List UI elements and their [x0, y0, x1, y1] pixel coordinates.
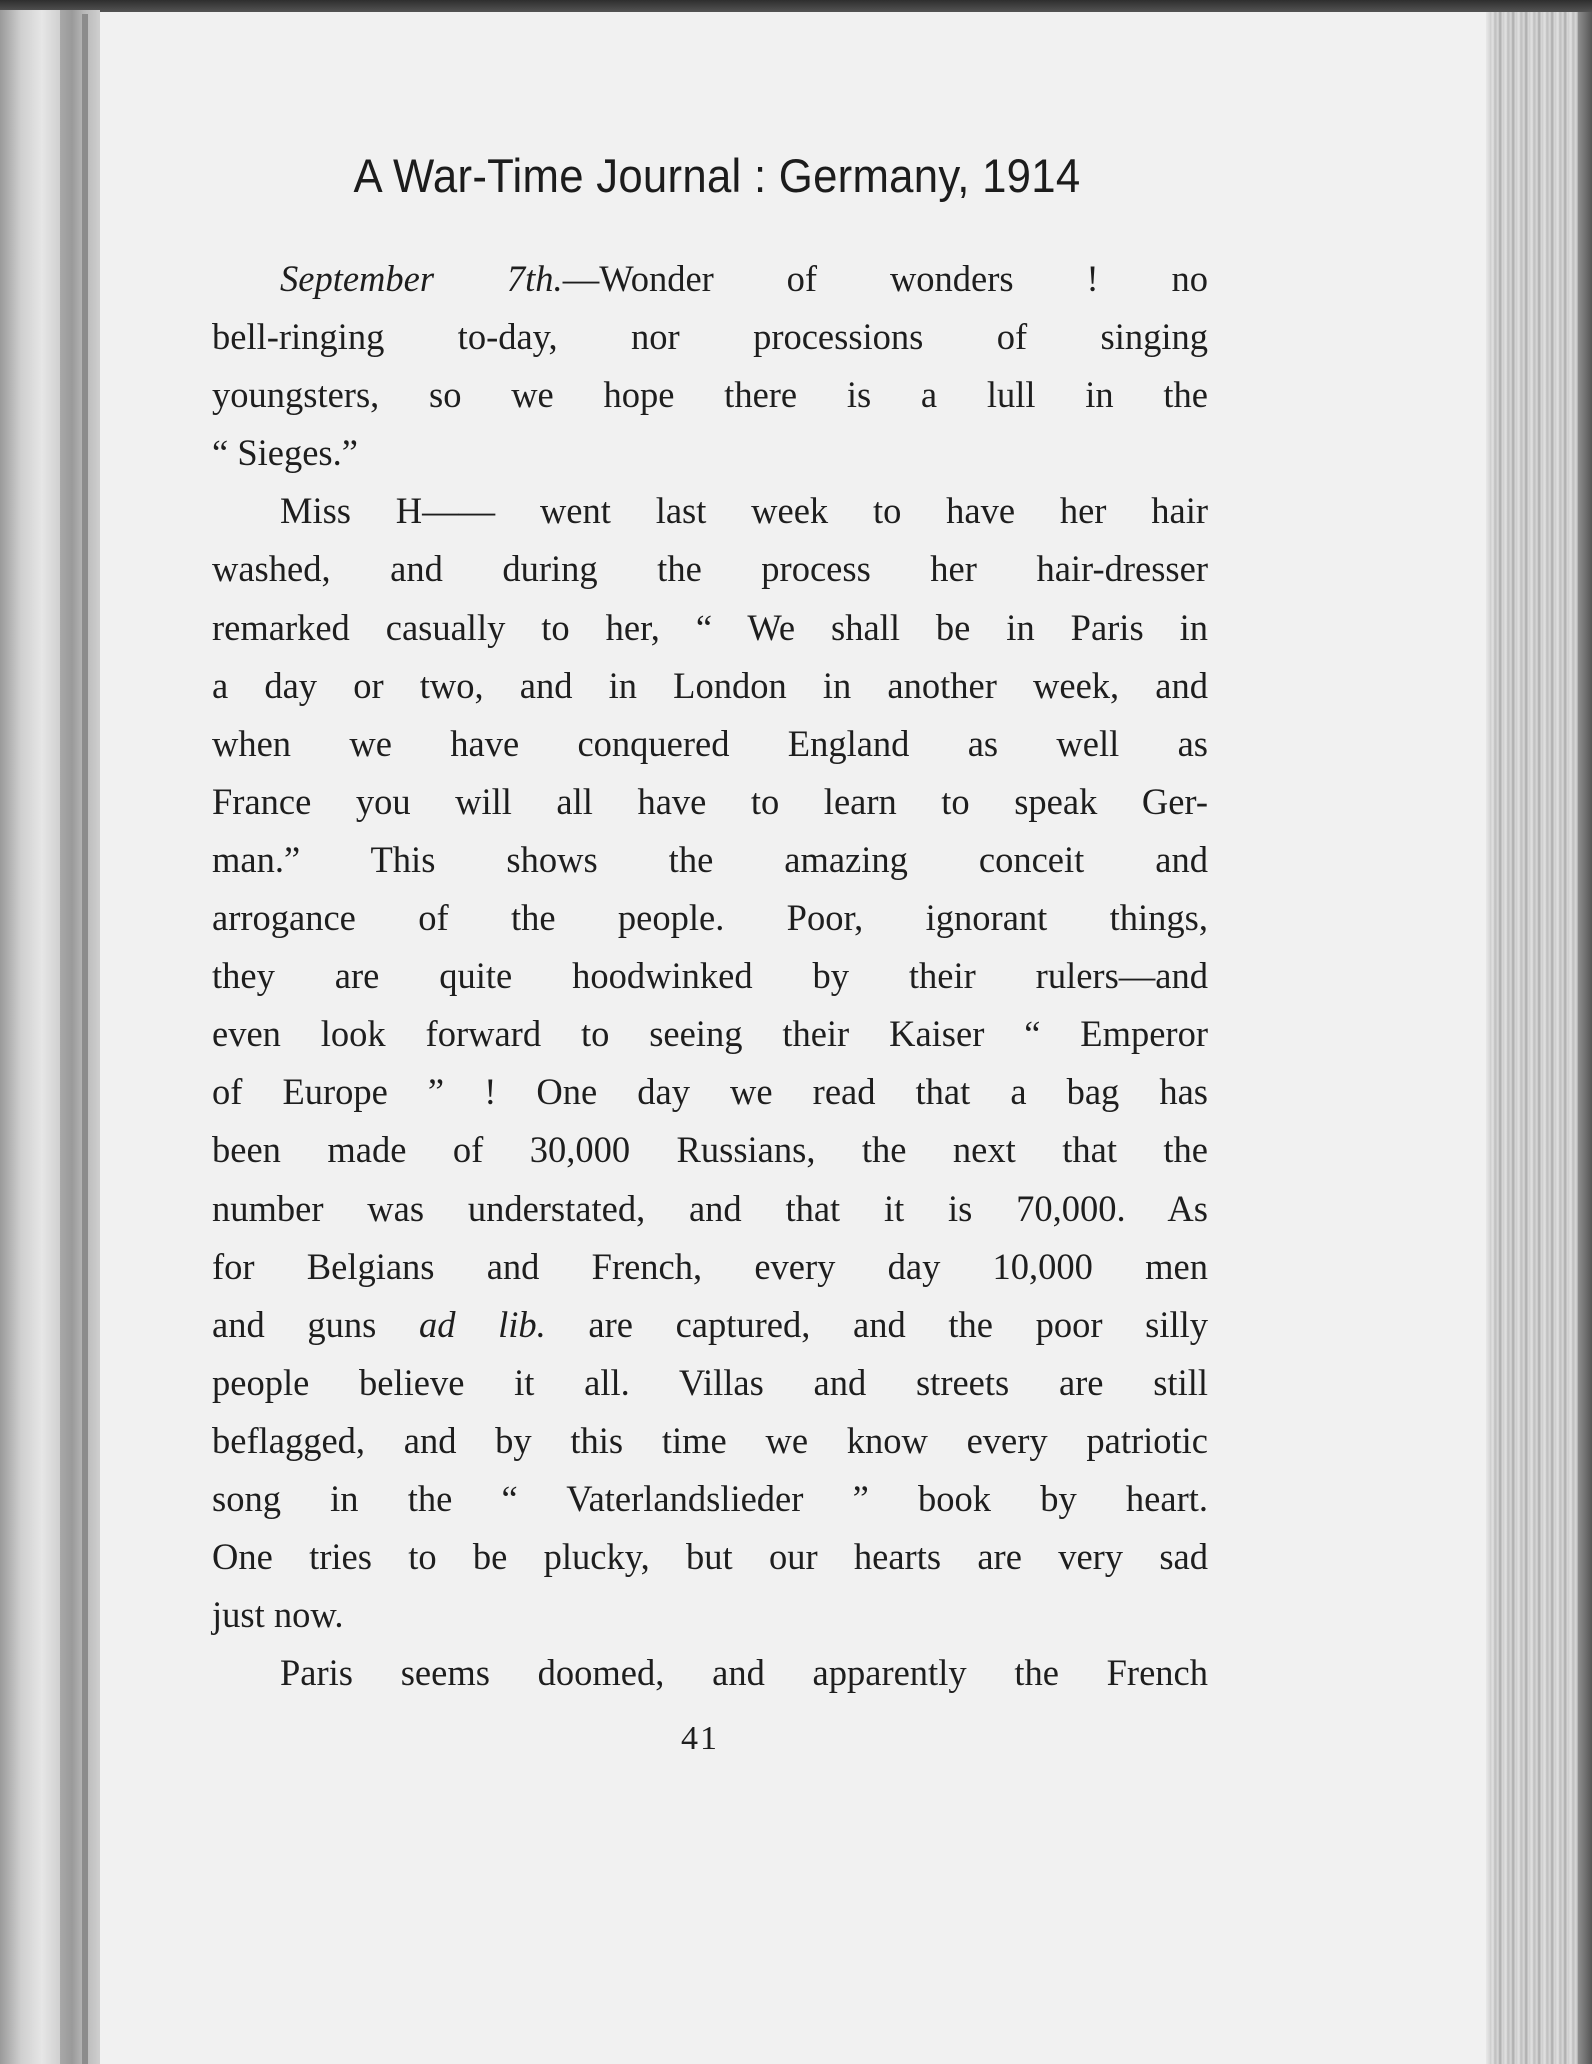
text-line: France you will all have to learn to speak Ger-	[212, 780, 1208, 822]
text-line: beflagged, and by this time we know every patriotic	[212, 1419, 1208, 1461]
spine-fold-line	[82, 14, 88, 2064]
text-line: just now.	[212, 1594, 344, 1636]
page-stack-edges	[1490, 12, 1592, 2064]
page-stack-shadow	[1578, 12, 1592, 2064]
paragraph-3	[212, 1644, 1208, 1702]
book-spine	[0, 10, 60, 2064]
page-number: 41	[681, 1720, 719, 1757]
text-line: September 7th.—Wonder of wonders ! no	[280, 258, 1208, 299]
body-text	[212, 250, 1208, 1702]
text-line: bell-ringing to-day, nor processions of singing	[212, 316, 1208, 358]
text-line: even look forward to seeing their Kaiser “ Emperor	[212, 1013, 1208, 1055]
text-line: number was understated, and that it is 70,000. As	[212, 1187, 1208, 1229]
page-title: A War-Time Journal : Germany, 1914	[353, 149, 1081, 202]
text-line: for Belgians and French, every day 10,000 men	[212, 1245, 1208, 1287]
text-line: Paris seems doomed, and apparently the French	[280, 1652, 1208, 1694]
text-line: youngsters, so we hope there is a lull in the	[212, 374, 1208, 416]
text-line: arrogance of the people. Poor, ignorant things,	[212, 897, 1208, 939]
text-line: been made of 30,000 Russians, the next that the	[212, 1129, 1208, 1171]
italic-phrase: ad lib.	[418, 1303, 546, 1345]
paragraph-2	[212, 482, 1208, 1644]
text-line: man.” This shows the amazing conceit and	[212, 838, 1208, 880]
text-line: washed, and during the process her hair-dresser	[212, 548, 1208, 590]
text-line: when we have conquered England as well as	[212, 722, 1208, 764]
text-line: people believe it all. Villas and streets are still	[212, 1361, 1208, 1403]
text-line: they are quite hoodwinked by their rulers—and	[212, 955, 1208, 997]
journal-date: September 7th.	[280, 258, 563, 299]
text-line: remarked casually to her, “ We shall be in Paris in	[212, 606, 1208, 648]
text-line: Miss H—— went last week to have her hair	[280, 490, 1208, 532]
text-line: song in the “ Vaterlandslieder ” book by heart.	[212, 1477, 1208, 1519]
text-line: a day or two, and in London in another week, and	[212, 664, 1208, 706]
text-line: and guns ad lib. are captured, and the poor silly	[212, 1303, 1208, 1345]
text-line: One tries to be plucky, but our hearts are very sad	[212, 1536, 1208, 1578]
spine-shadow	[60, 10, 100, 2064]
text-line: “ Sieges.”	[212, 432, 358, 474]
text-line: of Europe ” ! One day we read that a bag has	[212, 1071, 1208, 1113]
paragraph-1	[212, 250, 1208, 482]
